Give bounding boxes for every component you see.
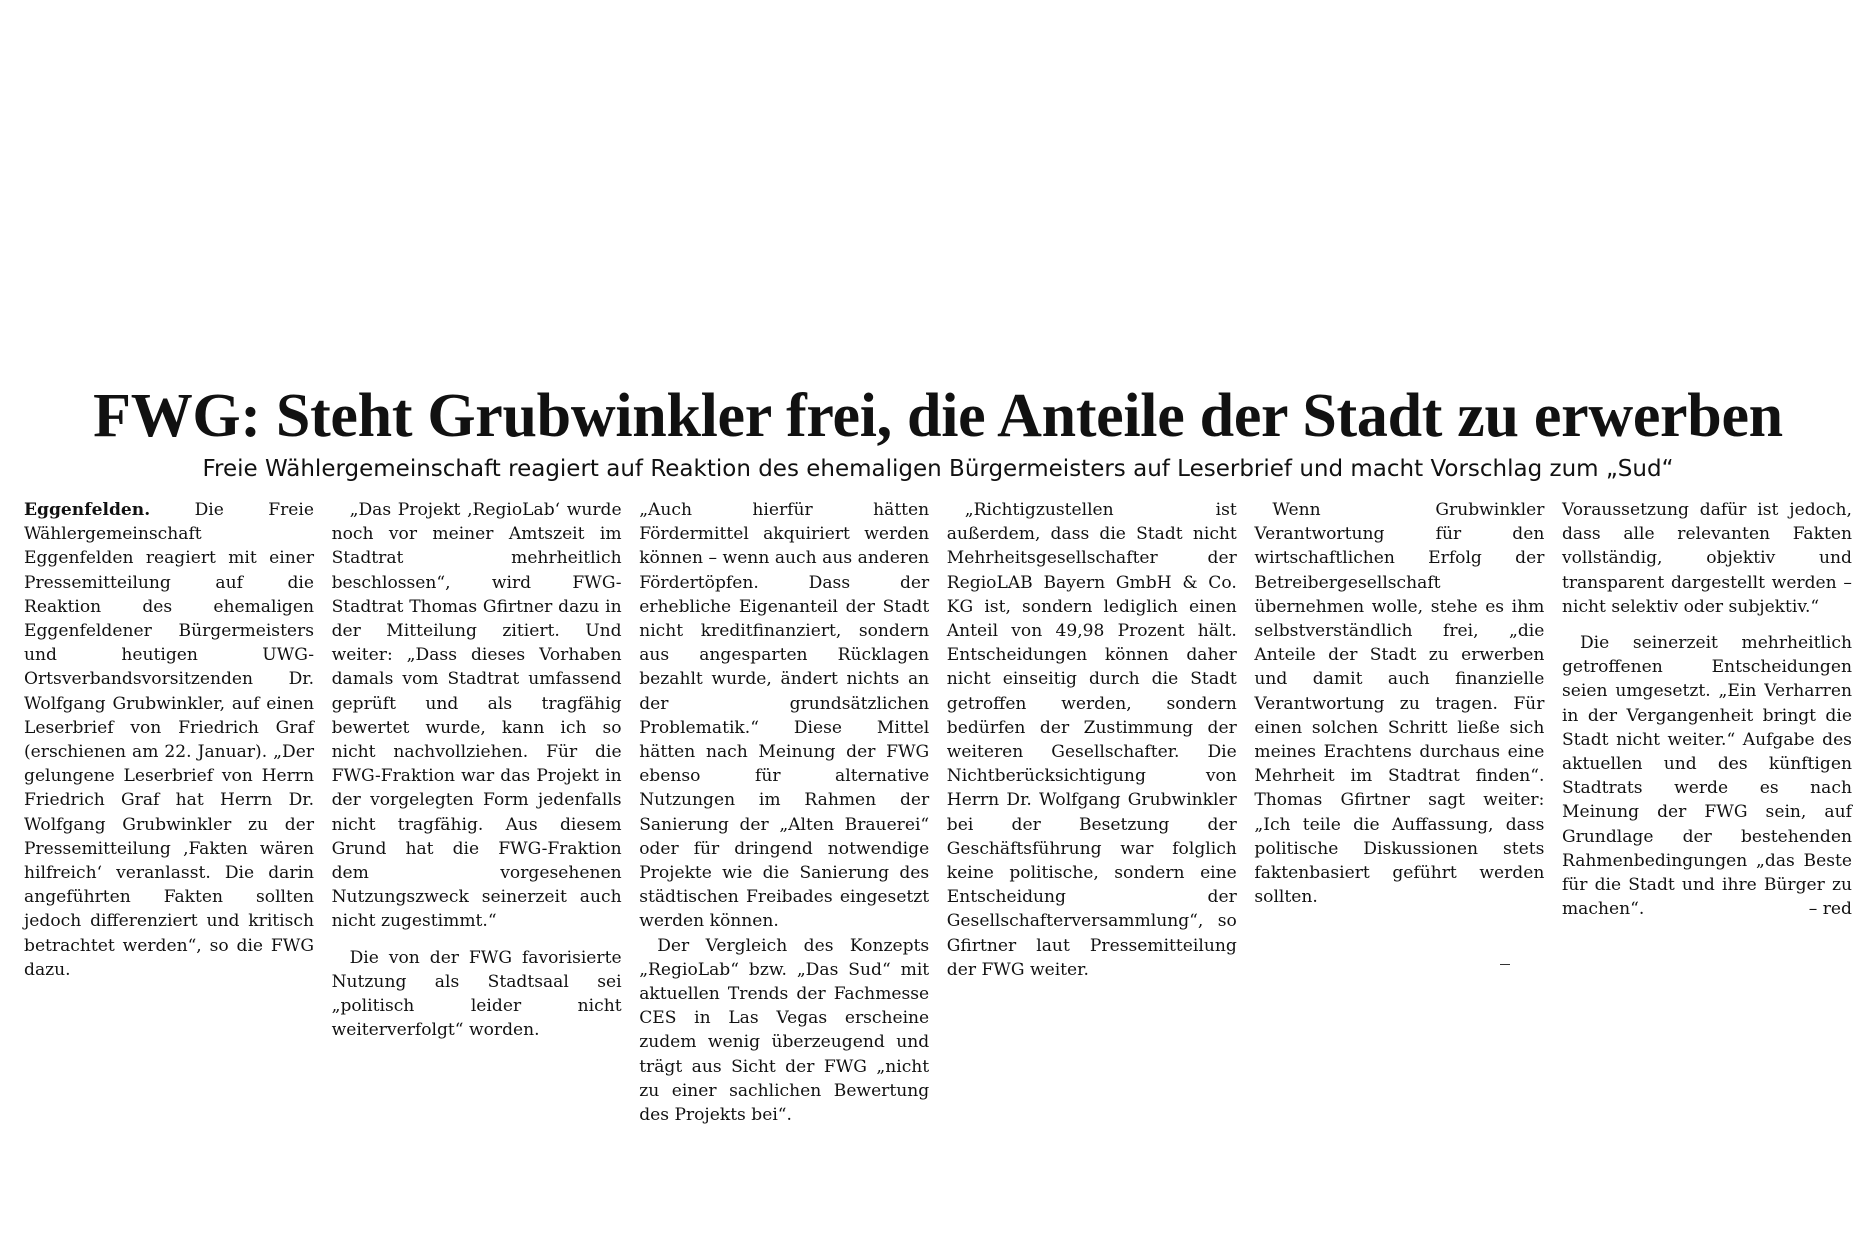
paragraph-text: Die seinerzeit mehrheitlich getroffenen Entscheidungen seien umgesetzt. „Ein Verharren in der Vergangenheit bringt die Stadt nicht weiter.“ Aufgabe des aktuellen und des künftigen Stadtrats werde es nach Meinung der FWG sein, auf Grundlage der bestehenden Rahmenbedingungen „das Beste für die Stadt und ihre Bürger zu machen“.	[1561, 633, 1852, 920]
column-6	[1562, 498, 1852, 1127]
paragraph: Wenn Grubwinkler Verantwortung für den wirtschaftlichen Erfolg der Betreibergesellschaft übernehmen wolle, stehe es ihm selbstverständlich frei, „die Anteile der Stadt zu erwerben und damit auch finanzielle Verantwortung zu tragen. Für einen solchen Schritt ließe sich meines Erachtens durchaus eine Mehrheit im Stadtrat finden“. Thomas Gfirtner sagt weiter: „Ich teile die Auffassung, dass politische Diskussionen stets faktenbasiert geführt werden sollten.	[1254, 500, 1545, 908]
paragraph: „Auch hierfür hätten Fördermittel akquiriert werden können – wenn auch aus anderen Fördertöpfen. Dass der erhebliche Eigenanteil der Stadt nicht kreditfinanziert, sondern aus angesparten Rücklagen bezahlt wurde, ändert nichts an der grundsätzlichen Problematik.“ Diese Mittel hätten nach Meinung der FWG ebenso für alternative Nutzungen im Rahmen der Sanierung der „Alten Brauerei“ oder für dringend notwendige Projekte wie die Sanierung des städtischen Freibades eingesetzt werden können.	[639, 500, 930, 932]
column-5	[1254, 498, 1544, 1127]
paragraph	[1562, 631, 1852, 921]
headline: FWG: Steht Grubwinkler frei, die Anteile der Stadt zu erwerben	[93, 382, 1783, 450]
article-columns	[24, 498, 1852, 1127]
column-4	[947, 498, 1237, 1127]
paragraph	[24, 498, 314, 982]
newspaper-article	[24, 384, 1852, 1127]
paragraph: Voraussetzung dafür ist jedoch, dass alle relevanten Fakten vollständig, objektiv und transparent dargestellt werden – nicht selektiv oder subjektiv.“	[1561, 500, 1852, 617]
paragraph-text: Die Freie Wählergemeinschaft Eggenfelden reagiert mit einer Pressemitteilung auf die Reaktion des ehemaligen Eggenfeldener Bürgermeisters und heutigen UWG-Ortsverbandsvorsitzenden Dr. Wolfgang Grubwinkler, auf einen Leserbrief von Friedrich Graf (erschienen am 22. Januar). „Der gelungene Leserbrief von Herrn Friedrich Graf hat Herrn Dr. Wolfgang Grubwinkler zu der Pressemitteilung ‚Fakten wären hilfreich‘ veranlasst. Die darin angeführten Fakten sollten jedoch differenziert und kritisch betrachtet werden“, so die FWG dazu.	[24, 500, 314, 980]
paragraph: „Richtigzustellen ist außerdem, dass die Stadt nicht Mehrheitsgesellschafter der RegioLAB Bayern GmbH & Co. KG ist, sondern lediglich einen Anteil von 49,98 Prozent hält. Entscheidungen können daher nicht einseitig durch die Stadt getroffen werden, sondern bedürfen der Zustimmung der weiteren Gesellschafter. Die Nichtberücksichtigung von Herrn Dr. Wolfgang Grubwinkler bei der Besetzung der Geschäftsführung war folglich keine politische, sondern eine Entscheidung der Gesellschafterversammlung“, so Gfirtner laut Pressemitteilung der FWG weiter.	[946, 500, 1237, 980]
subheadline: Freie Wählergemeinschaft reagiert auf Reaktion des ehemaligen Bürgermeisters auf Leserbrief und macht Vorschlag zum „Sud“	[202, 456, 1674, 482]
dateline: Eggenfelden.	[24, 500, 151, 520]
author-signature: – red	[1808, 899, 1852, 920]
paragraph: „Das Projekt ‚RegioLab‘ wurde noch vor meiner Amtszeit im Stadtrat mehrheitlich beschlossen“, wird FWG-Stadtrat Thomas Gfirtner dazu in der Mitteilung zitiert. Und weiter: „Dass dieses Vorhaben damals vom Stadtrat umfassend geprüft und als tragfähig bewertet wurde, kann ich so nicht nachvollziehen. Für die FWG-Fraktion war das Projekt in der vorgelegten Form jedenfalls nicht tragfähig. Aus diesem Grund hat die FWG-Fraktion dem vorgesehenen Nutzungszweck seinerzeit auch nicht zugestimmt.“	[331, 500, 622, 932]
column-2	[332, 498, 622, 1127]
column-3	[639, 498, 929, 1127]
paragraph: Der Vergleich des Konzepts „RegioLab“ bzw. „Das Sud“ mit aktuellen Trends der Fachmesse CES in Las Vegas erscheine zudem wenig überzeugend und trägt aus Sicht der FWG „nicht zu einer sachlichen Bewertung des Projekts bei“.	[639, 935, 930, 1126]
column-1	[24, 498, 314, 1127]
end-mark-divider	[1500, 964, 1510, 965]
paragraph: Die von der FWG favorisierte Nutzung als Stadtsaal sei „politisch leider nicht weiterverfolgt“ worden.	[331, 947, 622, 1041]
